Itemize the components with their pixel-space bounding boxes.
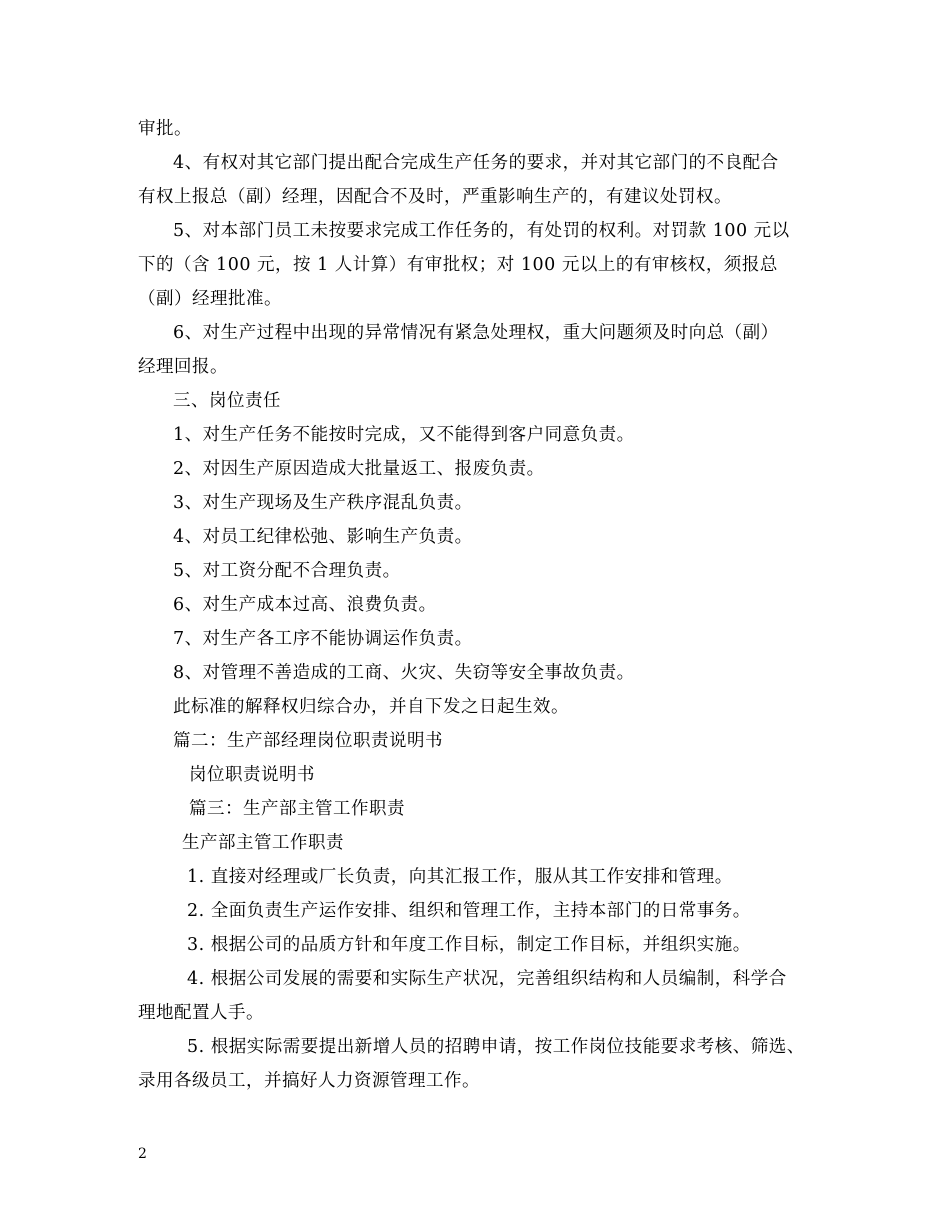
text-line: 7、对生产各工序不能协调运作负责。	[173, 629, 473, 649]
text-line: 2. 全面负责生产运作安排、组织和管理工作，主持本部门的日常事务。	[187, 901, 751, 921]
text-line: 4、有权对其它部门提出配合完成生产任务的要求，并对其它部门的不良配合	[173, 153, 779, 173]
text-line: 1. 直接对经理或厂长负责，向其汇报工作，服从其工作安排和管理。	[187, 867, 733, 887]
section-heading: 篇二：生产部经理岗位职责说明书	[173, 731, 443, 751]
text-line: 8、对管理不善造成的工商、火灾、失窃等安全事故负责。	[173, 663, 635, 683]
text-line: 5. 根据实际需要提出新增人员的招聘申请，按工作岗位技能要求考核、筛选、	[187, 1037, 805, 1057]
text-line: 2、对因生产原因造成大批量返工、报废负责。	[173, 459, 545, 479]
section-heading: 岗位职责说明书	[189, 765, 315, 785]
text-line: 录用各级员工，并搞好人力资源管理工作。	[138, 1071, 480, 1091]
text-line: （副）经理批准。	[138, 289, 282, 309]
text-line: 3、对生产现场及生产秩序混乱负责。	[173, 493, 473, 513]
section-heading: 篇三：生产部主管工作职责	[189, 799, 405, 819]
text-line: 5、对本部门员工未按要求完成工作任务的，有处罚的权利。对罚款 100 元以	[173, 221, 790, 241]
text-line: 此标准的解释权归综合办，并自下发之日起生效。	[173, 697, 569, 717]
text-line: 5、对工资分配不合理负责。	[173, 561, 401, 581]
section-heading: 三、岗位责任	[173, 391, 281, 411]
text-line: 下的（含 100 元，按 1 人计算）有审批权；对 100 元以上的有审核权，须报总	[138, 255, 778, 275]
text-line: 4、对员工纪律松弛、影响生产负责。	[173, 527, 473, 547]
page-number: 2	[138, 1146, 147, 1162]
text-line: 经理回报。	[138, 357, 228, 377]
section-heading: 生产部主管工作职责	[182, 833, 344, 853]
text-line: 有权上报总（副）经理，因配合不及时，严重影响生产的，有建议处罚权。	[138, 187, 732, 207]
text-line: 3. 根据公司的品质方针和年度工作目标，制定工作目标，并组织实施。	[187, 935, 751, 955]
text-line: 审批。	[138, 119, 192, 139]
text-line: 6、对生产成本过高、浪费负责。	[173, 595, 437, 615]
text-line: 1、对生产任务不能按时完成，又不能得到客户同意负责。	[173, 425, 635, 445]
text-line: 4. 根据公司发展的需要和实际生产状况，完善组织结构和人员编制，科学合	[187, 969, 787, 989]
text-line: 理地配置人手。	[138, 1003, 264, 1023]
text-line: 6、对生产过程中出现的异常情况有紧急处理权，重大问题须及时向总（副）	[173, 323, 779, 343]
